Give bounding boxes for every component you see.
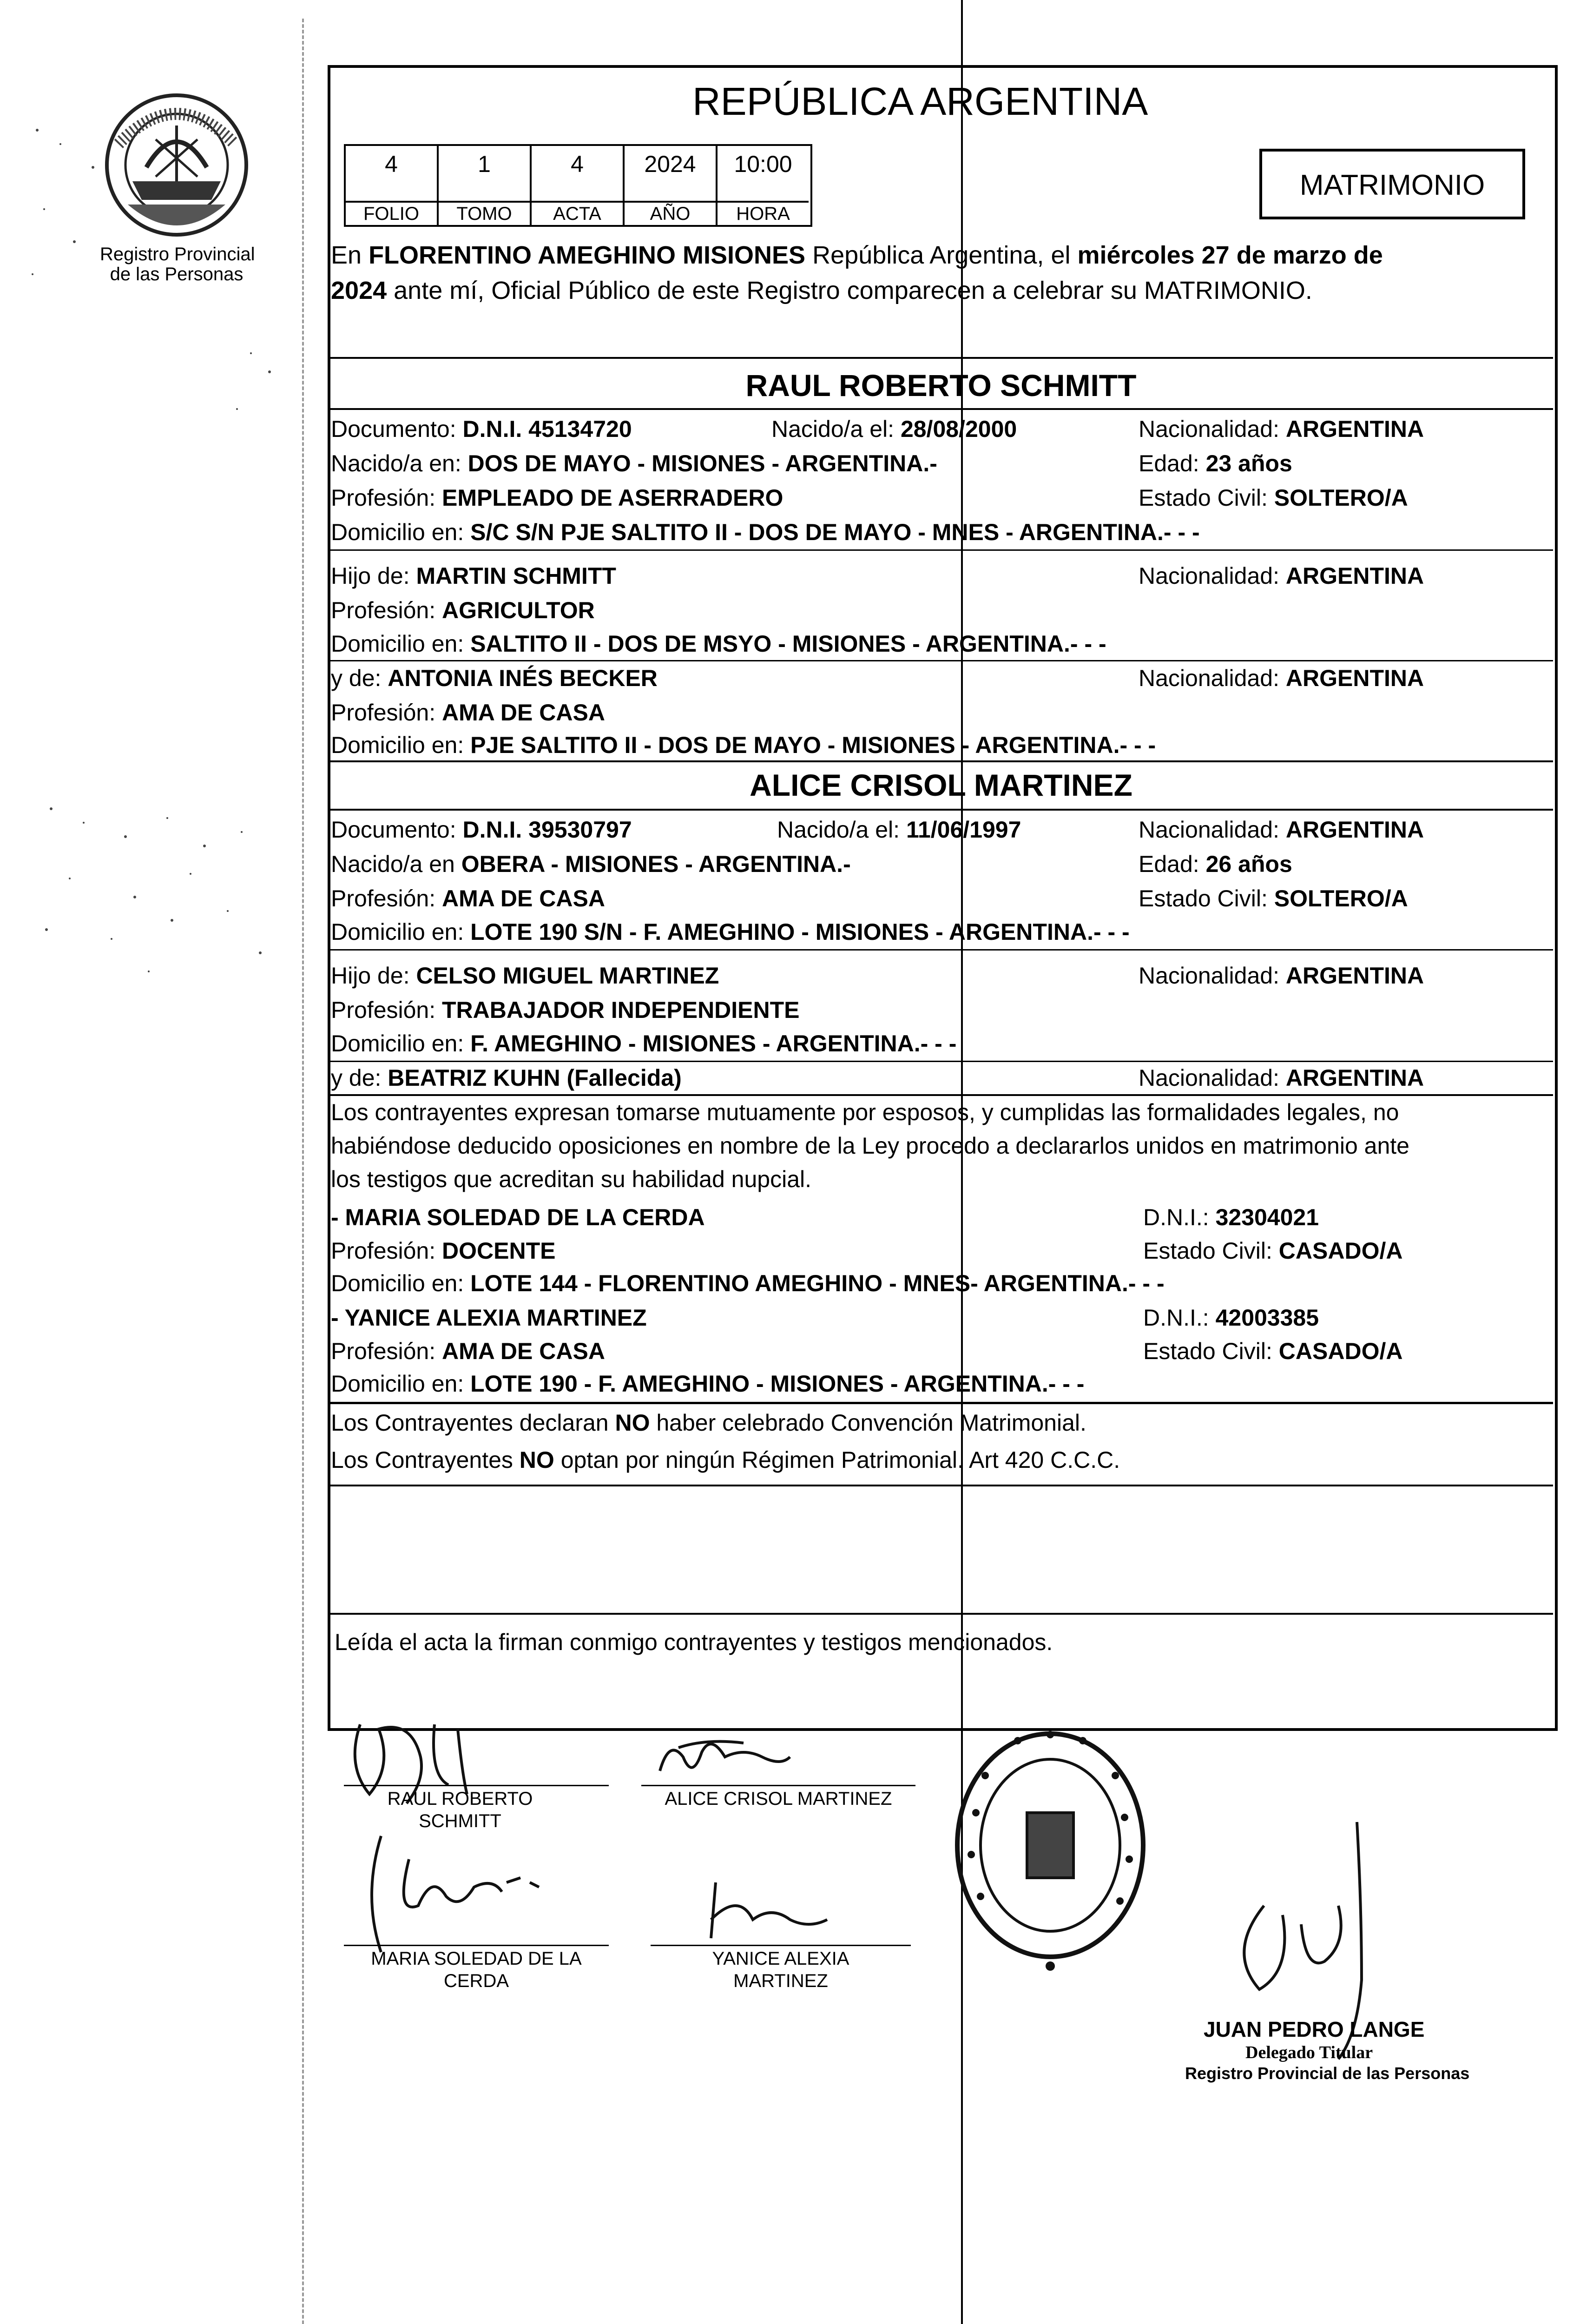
section-divider — [329, 357, 1553, 359]
witness-convention-divider — [329, 1402, 1553, 1404]
registry-name-line2: de las Personas — [110, 264, 244, 284]
witness1-signature-line — [344, 1945, 609, 1946]
bride-born: Nacido/a el: 11/06/1997 — [777, 817, 1021, 843]
bride-mother-nationality: Nacionalidad: ARGENTINA — [1139, 1065, 1424, 1091]
acta-cell — [532, 146, 625, 225]
groom-nationality: Nacionalidad: ARGENTINA — [1139, 416, 1424, 442]
groom-civil-status: Estado Civil: SOLTERO/A — [1139, 485, 1408, 511]
witness2-civil-status: Estado Civil: CASADO/A — [1143, 1338, 1403, 1364]
bride-name: ALICE CRISOL MARTINEZ — [750, 768, 1132, 802]
groom-father: Hijo de: MARTIN SCHMITT — [331, 563, 616, 589]
bride-father-profession: Profesión: TRABAJADOR INDEPENDIENTE — [331, 997, 800, 1023]
tomo-label: TOMO — [439, 201, 530, 225]
folio-label: FOLIO — [346, 201, 437, 225]
hora-label: HORA — [718, 201, 809, 225]
convention-line-1: Los Contrayentes declaran NO haber celebrado Convención Matrimonial. — [331, 1410, 1086, 1436]
groom-father-address: Domicilio en: SALTITO II - DOS DE MSYO - MISIONES - ARGENTINA.- - - — [331, 631, 1106, 657]
witness1-dni: D.N.I.: 32304021 — [1143, 1204, 1319, 1230]
groom-name-rule — [329, 408, 1553, 410]
bride-nationality: Nacionalidad: ARGENTINA — [1139, 817, 1424, 843]
country-title: REPÚBLICA ARGENTINA — [692, 79, 1148, 123]
groom-signature-label: RAUL ROBERTO SCHMITT — [387, 1789, 533, 1831]
groom-born: Nacido/a el: 28/08/2000 — [771, 416, 1017, 442]
intro-line-1: En FLORENTINO AMEGHINO MISIONES República Argentina, el miércoles 27 de marzo de — [331, 241, 1383, 269]
act-type-box — [1259, 149, 1525, 219]
witness1-civil-status: Estado Civil: CASADO/A — [1143, 1238, 1403, 1264]
groom-name-row — [329, 368, 1553, 405]
groom-doc: Documento: D.N.I. 45134720 — [331, 416, 632, 442]
anio-value: 2024 — [644, 151, 696, 177]
witness2-name: - YANICE ALEXIA MARTINEZ — [331, 1305, 647, 1331]
groom-father-profession: Profesión: AGRICULTOR — [331, 597, 595, 623]
witness2-dni: D.N.I.: 42003385 — [1143, 1305, 1319, 1331]
anio-cell — [625, 146, 718, 225]
witness2-profession: Profesión: AMA DE CASA — [331, 1338, 605, 1364]
bride-father-nationality: Nacionalidad: ARGENTINA — [1139, 963, 1424, 989]
witness2-address: Domicilio en: LOTE 190 - F. AMEGHINO - MISIONES - ARGENTINA.- - - — [331, 1371, 1085, 1397]
bride-rule-1 — [329, 949, 1553, 951]
witness2-signature — [697, 1873, 836, 1943]
hora-cell — [718, 146, 809, 225]
official-title: Delegado Titular — [1245, 2043, 1373, 2062]
groom-address: Domicilio en: S/C S/N PJE SALTITO II - DOS DE MAYO - MNES - ARGENTINA.- - - — [331, 519, 1200, 545]
bride-doc: Documento: D.N.I. 39530797 — [331, 817, 632, 843]
witness1-name: - MARIA SOLEDAD DE LA CERDA — [331, 1204, 705, 1230]
bride-declaration-divider — [329, 1094, 1553, 1096]
groom-father-nationality: Nacionalidad: ARGENTINA — [1139, 563, 1424, 589]
witness2-signature-label: YANICE ALEXIA MARTINEZ — [712, 1948, 849, 1991]
acta-label: ACTA — [532, 201, 623, 225]
bride-signature-label: ALICE CRISOL MARTINEZ — [665, 1789, 892, 1809]
intro-line-2: 2024 ante mí, Oficial Público de este Registro comparecen a celebrar su MATRIMONIO. — [331, 277, 1312, 304]
groom-rule-1 — [329, 549, 1553, 551]
groom-rule-2 — [329, 660, 1553, 661]
bride-civil-status: Estado Civil: SOLTERO/A — [1139, 885, 1408, 911]
convention-line-2: Los Contrayentes NO optan por ningún Régimen Patrimonial. Art 420 C.C.C. — [331, 1447, 1120, 1473]
blank-area-rule — [329, 1613, 1553, 1615]
declaration-line-1: Los contrayentes expresan tomarse mutuamente por esposos, y cumplidas las formalidades legales, no — [331, 1099, 1399, 1125]
witness2-signature-line — [651, 1945, 911, 1946]
declaration-line-3: los testigos que acreditan su habilidad nupcial. — [331, 1166, 812, 1192]
witness1-signature — [353, 1831, 553, 1961]
bride-signature — [651, 1729, 799, 1789]
convention-rule — [329, 1485, 1553, 1486]
bride-name-rule — [329, 809, 1553, 811]
groom-mother-profession: Profesión: AMA DE CASA — [331, 700, 605, 726]
witness1-signature-label: MARIA SOLEDAD DE LA CERDA — [371, 1948, 582, 1991]
groom-mother: y de: ANTONIA INÉS BECKER — [331, 665, 658, 691]
groom-mother-nationality: Nacionalidad: ARGENTINA — [1139, 665, 1424, 691]
bride-father: Hijo de: CELSO MIGUEL MARTINEZ — [331, 963, 719, 989]
bride-rule-2 — [329, 1061, 1553, 1062]
registry-name-line1: Registro Provincial — [100, 244, 255, 264]
record-box — [344, 144, 812, 227]
witness1-address: Domicilio en: LOTE 144 - FLORENTINO AMEGHINO - MNES- ARGENTINA.- - - — [331, 1270, 1165, 1296]
groom-age: Edad: 23 años — [1139, 450, 1292, 476]
tomo-value: 1 — [478, 151, 491, 177]
bride-name-row — [329, 768, 1553, 805]
groom-name: RAUL ROBERTO SCHMITT — [745, 368, 1137, 403]
folio-cell — [346, 146, 439, 225]
tomo-cell — [439, 146, 532, 225]
groom-bride-divider — [329, 760, 1553, 762]
bride-age: Edad: 26 años — [1139, 851, 1292, 877]
anio-label: AÑO — [625, 201, 716, 225]
hora-value: 10:00 — [734, 151, 792, 177]
groom-mother-address: Domicilio en: PJE SALTITO II - DOS DE MAYO - MISIONES - ARGENTINA.- - - — [331, 732, 1156, 758]
bride-address: Domicilio en: LOTE 190 S/N - F. AMEGHINO - MISIONES - ARGENTINA.- - - — [331, 919, 1130, 945]
groom-profession: Profesión: EMPLEADO DE ASERRADERO — [331, 485, 783, 511]
witness1-profession: Profesión: DOCENTE — [331, 1238, 556, 1264]
bride-father-address: Domicilio en: F. AMEGHINO - MISIONES - ARGENTINA.- - - — [331, 1030, 957, 1056]
declaration-line-2: habiéndose deducido oposiciones en nombre de la Ley procedo a declararlos unidos en matrimonio ante — [331, 1133, 1409, 1159]
act-type-label: MATRIMONIO — [1299, 169, 1485, 201]
official-name: JUAN PEDRO LANGE — [1204, 2017, 1425, 2041]
folio-value: 4 — [385, 151, 398, 177]
official-stamp — [948, 1720, 1152, 1980]
bride-birthplace: Nacido/a en OBERA - MISIONES - ARGENTINA.- — [331, 851, 851, 877]
groom-signature-line — [344, 1785, 609, 1786]
closing-statement: Leída el acta la firman conmigo contrayentes y testigos mencionados. — [335, 1629, 1053, 1655]
bride-mother: y de: BEATRIZ KUHN (Fallecida) — [331, 1065, 682, 1091]
groom-birthplace: Nacido/a en: DOS DE MAYO - MISIONES - ARGENTINA.- — [331, 450, 937, 476]
bride-signature-line — [641, 1785, 915, 1786]
official-office: Registro Provincial de las Personas — [1185, 2064, 1470, 2083]
acta-value: 4 — [571, 151, 584, 177]
margin-guide-line — [302, 19, 304, 2324]
bride-profession: Profesión: AMA DE CASA — [331, 885, 605, 911]
margin-speckles — [19, 112, 307, 995]
